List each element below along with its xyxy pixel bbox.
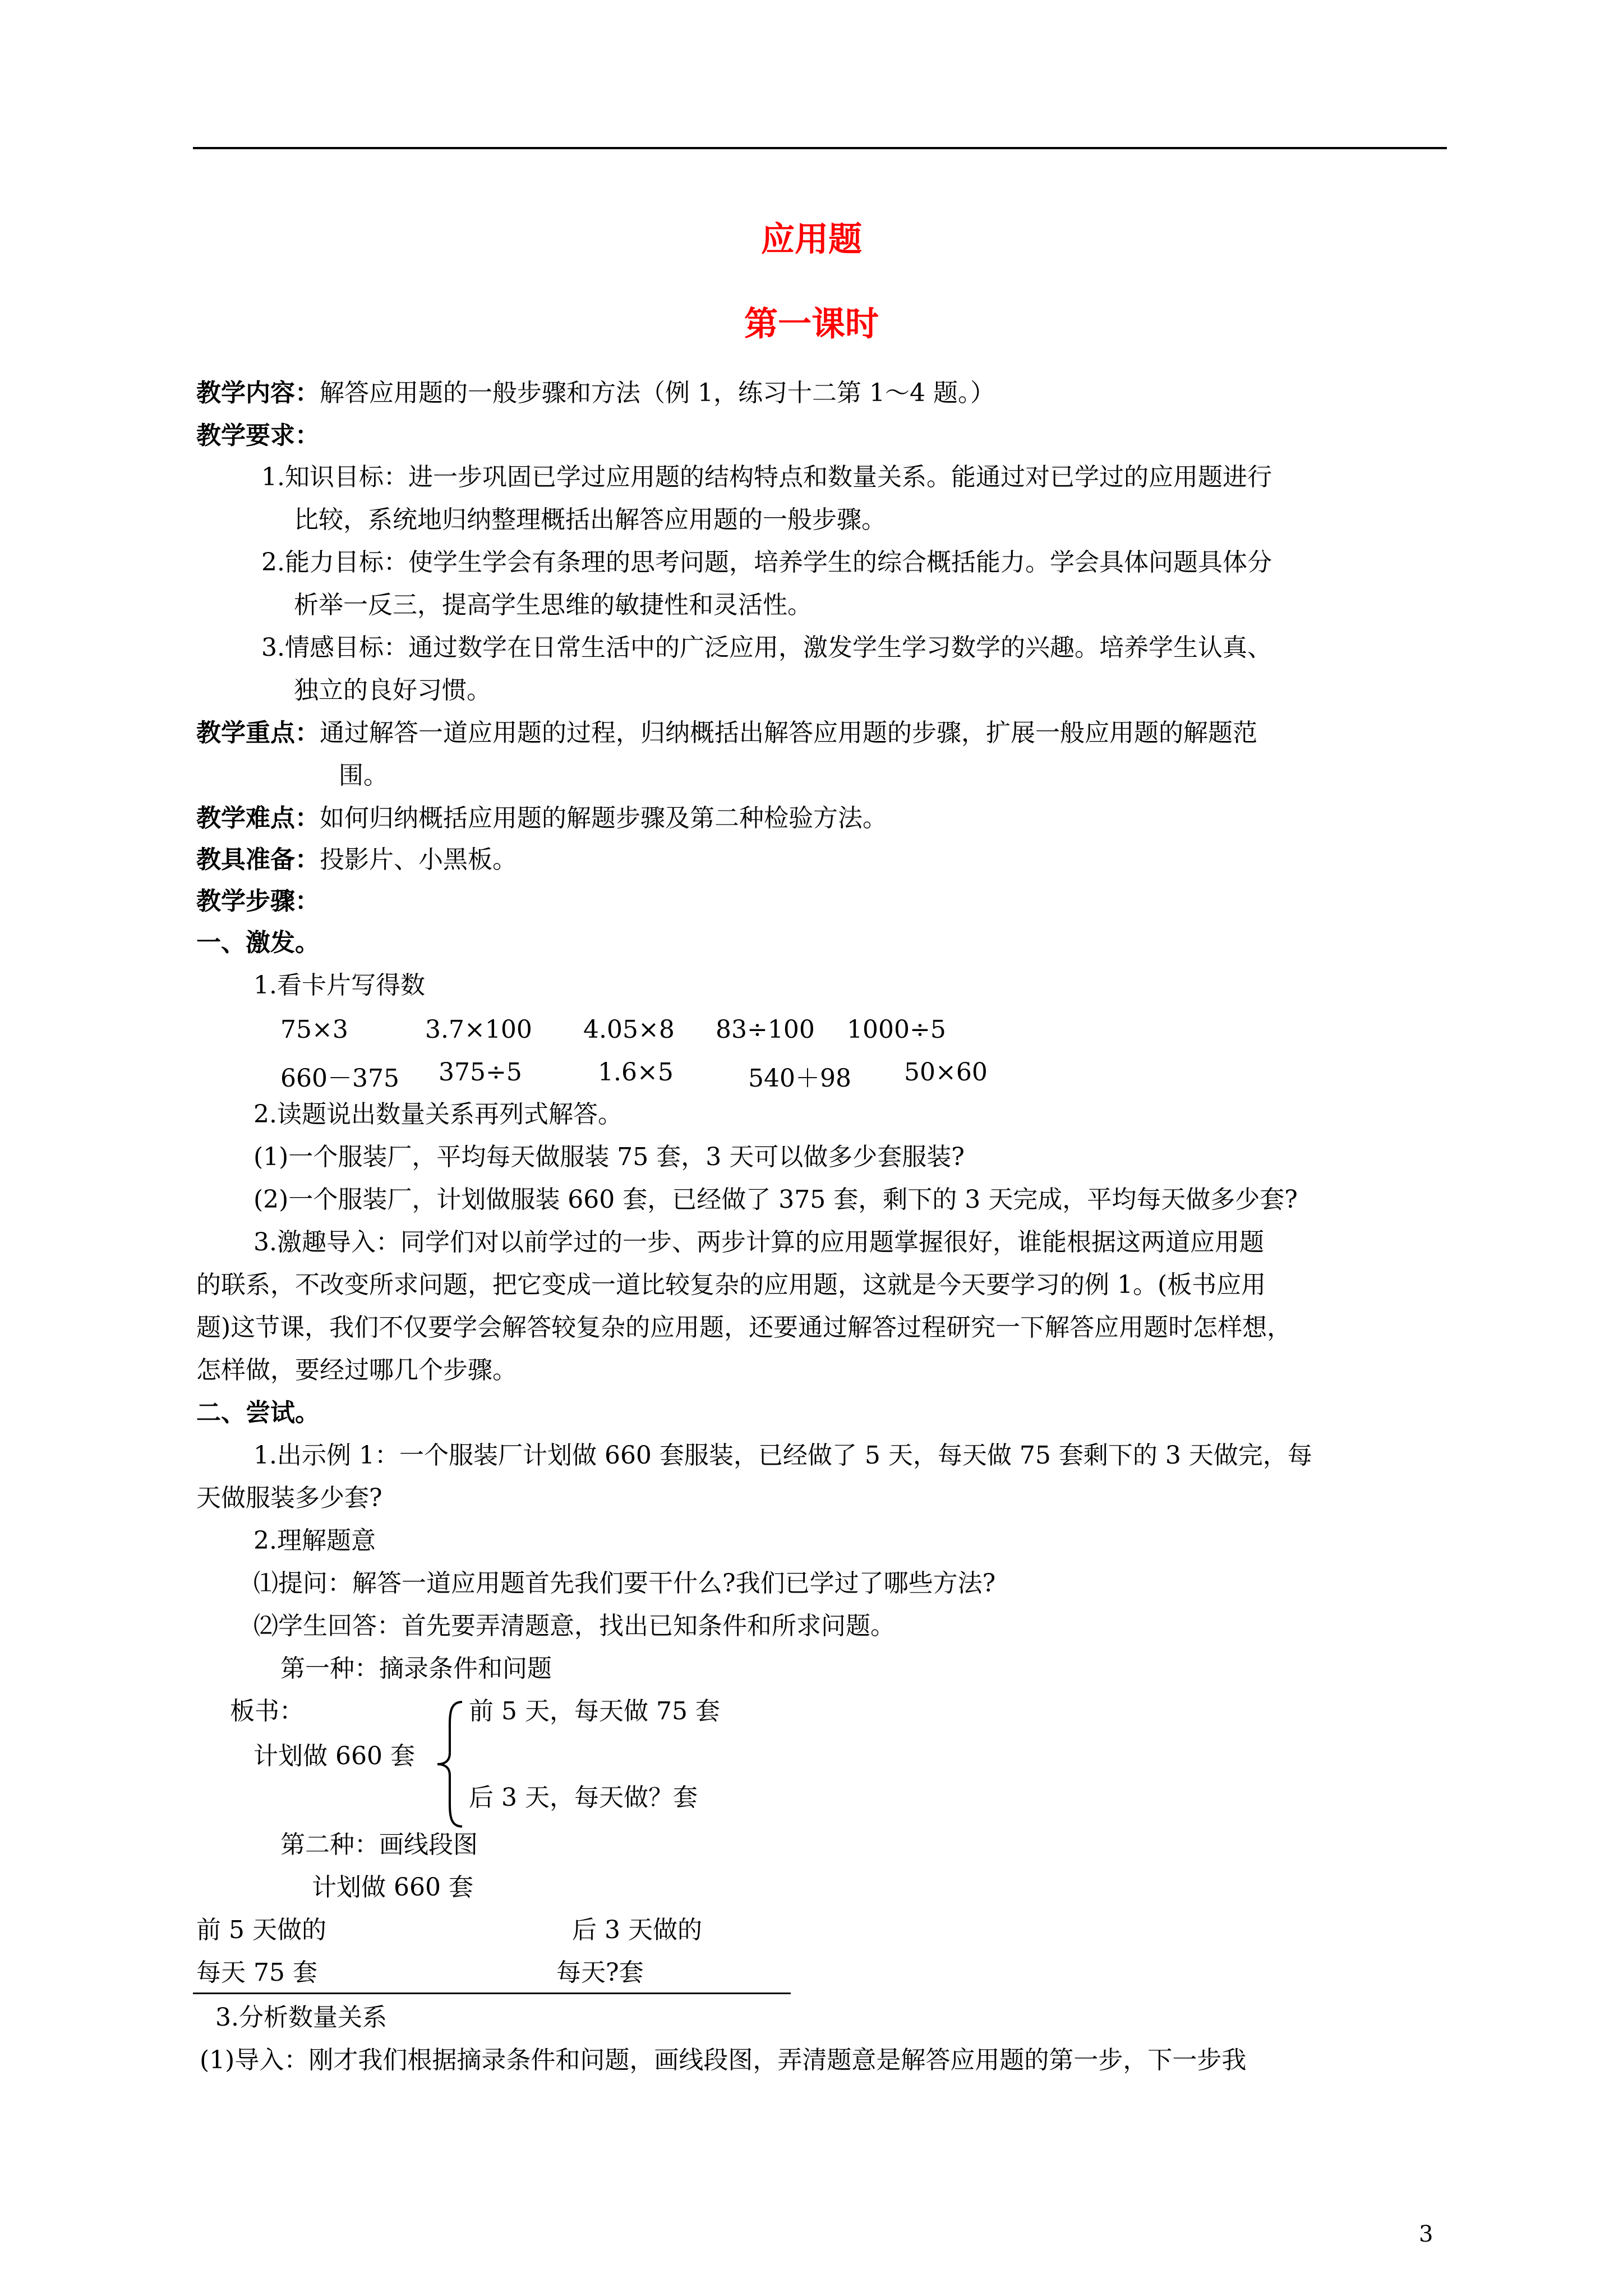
goal-3-line-a: 3.情感目标：通过数学在日常生活中的广泛应用，激发学生学习数学的兴趣。培养学生认真、: [261, 633, 1272, 662]
calc-item: 75×3: [280, 1015, 348, 1044]
board-top-branch: 前 5 天，每天做 75 套: [469, 1697, 720, 1726]
key-point-line-b: 围。: [339, 761, 388, 790]
question-ask: ⑴提问：解答一道应用题首先我们要干什么?我们已学过了哪些方法?: [253, 1569, 996, 1598]
calc-item: 540＋98: [748, 1064, 851, 1093]
section-1-heading: 一、激发。: [196, 928, 320, 957]
segment-total-label: 计划做 660 套: [312, 1873, 473, 1902]
section-2-heading: 二、尝试。: [196, 1398, 320, 1427]
calc-item: 50×60: [904, 1058, 988, 1087]
goal-2-line-a: 2.能力目标：使学生学会有条理的思考问题，培养学生的综合概括能力。学会具体问题具体分: [261, 548, 1272, 577]
content-text: 解答应用题的一般步骤和方法（例 1，练习十二第 1～4 题。）: [320, 379, 995, 407]
question-1: (1)一个服装厂，平均每天做服装 75 套，3 天可以做多少套服装?: [253, 1143, 965, 1171]
goal-3-line-b: 独立的良好习惯。: [294, 676, 491, 705]
goal-2-line-b: 析举一反三，提高学生思维的敏捷性和灵活性。: [294, 591, 812, 619]
calc-item: 4.05×8: [583, 1015, 675, 1044]
example-1-line-b: 天做服装多少套?: [196, 1484, 382, 1512]
board-main-condition: 计划做 660 套: [253, 1742, 415, 1770]
segment-line: [193, 1993, 791, 1994]
tools-line: [196, 846, 517, 875]
student-answer: ⑵学生回答：首先要弄清题意，找出已知条件和所求问题。: [253, 1612, 895, 1640]
calc-item: 1.6×5: [598, 1058, 674, 1087]
method-2-label: 第二种：画线段图: [280, 1830, 478, 1859]
tools-text: 投影片、小黑板。: [320, 845, 517, 874]
key-point-label: 教学重点：: [196, 719, 320, 747]
curly-brace-icon: [433, 1700, 467, 1829]
document-title: 应用题: [761, 220, 862, 259]
segment-left-bottom-label: 每天 75 套: [196, 1958, 317, 1987]
calc-item: 660－375: [280, 1064, 399, 1093]
board-bottom-branch: 后 3 天，每天做？套: [469, 1783, 698, 1812]
key-point-line: [196, 719, 1257, 748]
section-1-item-3-line-b: 的联系，不改变所求问题，把它变成一道比较复杂的应用题，这就是今天要学习的例 1。(板书应用: [196, 1271, 1266, 1299]
calc-item: 3.7×100: [425, 1015, 532, 1044]
difficulty-label: 教学难点：: [196, 804, 320, 832]
section-1-item-2: 2.读题说出数量关系再列式解答。: [253, 1100, 623, 1129]
steps-label: 教学步骤：: [196, 887, 320, 915]
calc-item: 83÷100: [716, 1015, 815, 1044]
section-2-item-3: 3.分析数量关系: [215, 2003, 387, 2032]
method-1-label: 第一种：摘录条件和问题: [280, 1654, 552, 1683]
calc-item: 1000÷5: [847, 1015, 946, 1044]
requirements-label: 教学要求：: [196, 421, 320, 450]
difficulty-text: 如何归纳概括应用题的解题步骤及第二种检验方法。: [320, 804, 887, 832]
example-1-line-a: 1.出示例 1：一个服装厂计划做 660 套服装，已经做了 5 天，每天做 75 套剩下的 3 天做完，每: [253, 1441, 1312, 1470]
calc-item: 375÷5: [439, 1058, 522, 1087]
content-label: 教学内容：: [196, 379, 320, 407]
segment-left-top-label: 前 5 天做的: [196, 1916, 326, 1944]
question-2: (2)一个服装厂，计划做服装 660 套，已经做了 375 套，剩下的 3 天完成，平均每天做多少套?: [253, 1185, 1298, 1214]
segment-right-bottom-label: 每天?套: [556, 1958, 644, 1987]
difficulty-line: [196, 804, 887, 833]
content-line: [196, 379, 995, 408]
section-1-item-1: 1.看卡片写得数: [253, 971, 425, 1000]
calc-row-1: [0, 1015, 1623, 1049]
goal-1-line-a: 1.知识目标：进一步巩固已学过应用题的结构特点和数量关系。能通过对已学过的应用题进行: [261, 463, 1272, 491]
segment-right-top-label: 后 3 天做的: [572, 1916, 702, 1944]
lesson-subtitle: 第一课时: [744, 305, 879, 344]
tools-label: 教具准备：: [196, 845, 320, 874]
section-2-item-2: 2.理解题意: [253, 1526, 376, 1555]
section-1-item-3-line-c: 题)这节课，我们不仅要学会解答较复杂的应用题，还要通过解答过程研究一下解答应用题时怎样想，: [196, 1313, 1292, 1342]
page-number: 3: [1419, 2221, 1433, 2247]
calc-row-2: [0, 1058, 1623, 1092]
section-1-item-3-line-d: 怎样做，要经过哪几个步骤。: [196, 1356, 517, 1384]
goal-1-line-b: 比较，系统地归纳整理概括出解答应用题的一般步骤。: [294, 505, 886, 534]
key-point-text: 通过解答一道应用题的过程，归纳概括出解答应用题的步骤，扩展一般应用题的解题范: [320, 719, 1257, 747]
board-label: 板书：: [230, 1697, 304, 1726]
analysis-intro: (1)导入：刚才我们根据摘录条件和问题，画线段图，弄清题意是解答应用题的第一步，下一步我: [200, 2046, 1247, 2074]
section-1-item-3-line-a: 3.激趣导入：同学们对以前学过的一步、两步计算的应用题掌握很好，谁能根据这两道应用题: [253, 1228, 1264, 1257]
